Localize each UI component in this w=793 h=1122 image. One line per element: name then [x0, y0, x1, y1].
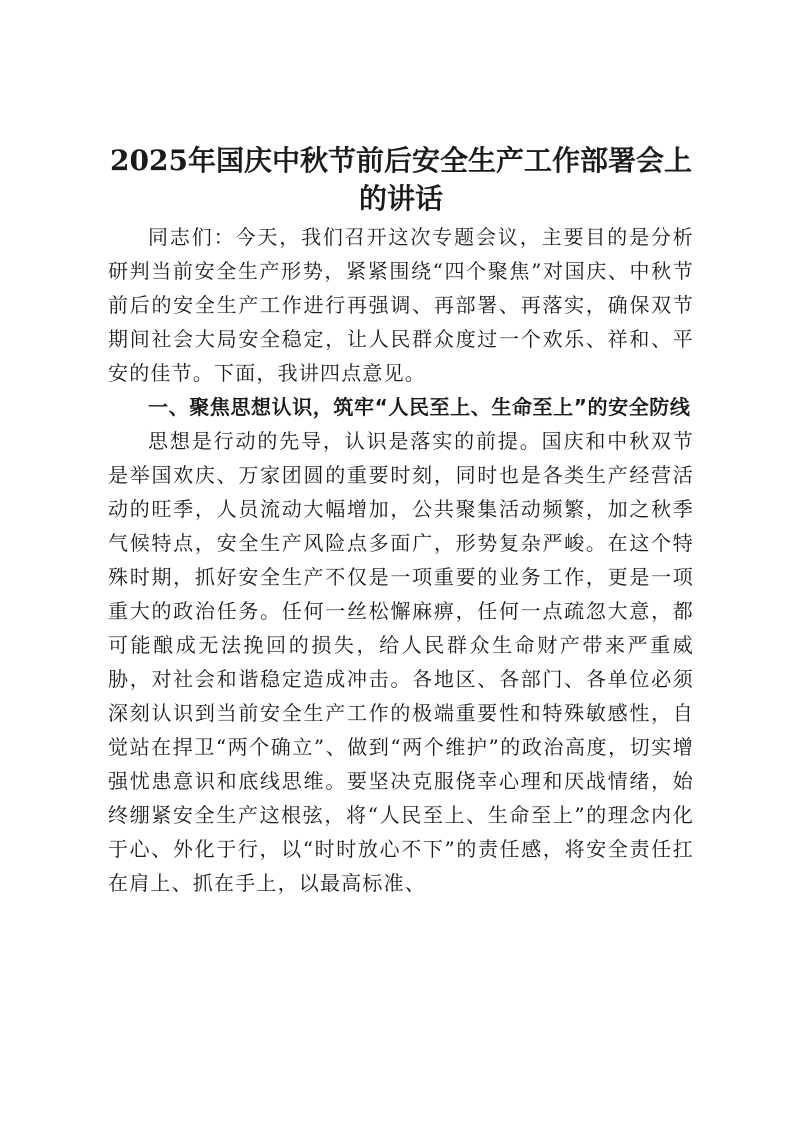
- section-heading-1: 一、聚焦思想认识，筑牢“人民至上、生命至上”的安全防线: [148, 395, 691, 419]
- document-title: 2025年国庆中秋节前后安全生产工作部署会上的讲话: [110, 144, 692, 215]
- intro-paragraph: 同志们：今天，我们召开这次专题会议，主要目的是分析研判当前安全生产形势，紧紧围绕“四个聚焦”对国庆、中秋节前后的安全生产工作进行再强调、再部署、再落实，确保双节期间社会大局安全稳定，让人民群众度过一个欢乐、祥和、平安的佳节。下面，我讲四点意见。: [108, 225, 694, 385]
- section-1-paragraph: 思想是行动的先导，认识是落实的前提。国庆和中秋双节是举国欢庆、万家团圆的重要时刻，同时也是各类生产经营活动的旺季，人员流动大幅增加，公共聚集活动频繁，加之秋季气候特点，安全生产风险点多面广，形势复杂严峻。在这个特殊时期，抓好安全生产不仅是一项重要的业务工作，更是一项重大的政治任务。任何一丝松懈麻痹，任何一点疏忽大意，都可能酿成无法挽回的损失，给人民群众生命财产带来严重威胁，对社会和谐稳定造成冲击。各地区、各部门、各单位必须深刻认识到当前安全生产工作的极端重要性和特殊敏感性，自觉站在捍卫“两个确立”、做到“两个维护”的政治高度，切实增强忧患意识和底线思维。要坚决克服侥幸心理和厌战情绪，始终绷紧安全生产这根弦，将“人民至上、生命至上”的理念内化于心、外化于行，以“时时放心不下”的责任感，将安全责任扛在肩上、抓在手上，以最高标准、: [108, 429, 694, 895]
- document-body: [108, 142, 694, 900]
